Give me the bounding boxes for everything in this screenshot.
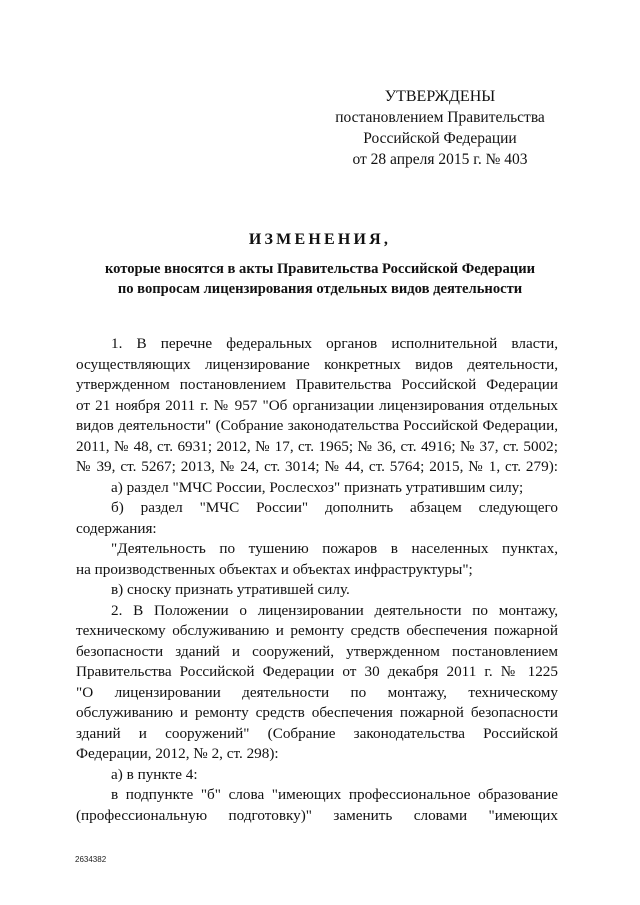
document-subtitle <box>60 259 580 299</box>
body-line: обслуживанию и ремонту средств обеспечения пожарной безопасности <box>76 704 558 721</box>
body-line: безопасности зданий и сооружений, утвержденном постановлением <box>76 642 558 660</box>
subtitle-line: которые вносятся в акты Правительства Российской Федерации <box>104 261 536 277</box>
body-line: Правительства Российской Федерации от 30 декабря 2011 г. № 1225 <box>76 663 558 680</box>
document-body <box>76 334 558 826</box>
body-line: утвержденном постановлением Правительства Российской Федерации <box>76 376 558 393</box>
body-line: № 39, ст. 5267; 2013, № 24, ст. 3014; № 44, ст. 5764; 2015, № 1, ст. 279): <box>76 458 558 475</box>
body-line: а) в пункте 4: <box>111 765 198 783</box>
body-line: 2011, № 48, ст. 6931; 2012, № 17, ст. 1965; № 36, ст. 4916; № 37, ст. 5002; <box>76 437 558 455</box>
approval-line: от 28 апреля 2015 г. № 403 <box>352 151 528 168</box>
body-line: содержания: <box>76 519 157 537</box>
body-line: техническому обслуживанию и ремонту средств обеспечения пожарной <box>76 622 558 639</box>
subtitle-line: по вопросам лицензирования отдельных видов деятельности <box>117 281 523 297</box>
document-number: 2634382 <box>75 855 107 864</box>
document-title: ИЗМЕНЕНИЯ, <box>248 231 392 248</box>
body-line: (профессиональную подготовку)" заменить словами "имеющих <box>76 806 558 824</box>
body-line: а) раздел "МЧС России, Рослесхоз" признать утратившим силу; <box>111 478 524 496</box>
approval-line: Российской Федерации <box>363 130 517 147</box>
body-line: 2. В Положении о лицензировании деятельности по монтажу, <box>111 601 558 619</box>
body-line: Федерации, 2012, № 2, ст. 298): <box>76 745 279 762</box>
body-line: в) сноску признать утратившей силу. <box>111 581 350 598</box>
body-line: от 21 ноября 2011 г. № 957 "Об организации лицензирования отдельных <box>76 396 558 414</box>
body-line: на производственных объектах и объектах инфраструктуры"; <box>76 560 473 578</box>
body-line: в подпункте "б" слова "имеющих профессиональное образование <box>111 786 558 803</box>
body-line: "Деятельность по тушению пожаров в населенных пунктах, <box>111 540 558 557</box>
approval-line: постановлением Правительства <box>335 109 545 126</box>
approval-block <box>330 86 550 170</box>
body-line: осуществляющих лицензирование конкретных видов деятельности, <box>76 355 558 373</box>
body-line: зданий и сооружений" (Собрание законодательства Российской <box>76 724 558 742</box>
body-line: б) раздел "МЧС России" дополнить абзацем следующего <box>111 499 558 516</box>
body-line: "О лицензировании деятельности по монтажу, техническому <box>76 683 558 701</box>
approved-heading: УТВЕРЖДЕНЫ <box>384 88 496 105</box>
body-line: видов деятельности" (Собрание законодательства Российской Федерации, <box>76 417 558 434</box>
body-line: 1. В перечне федеральных органов исполнительной власти, <box>111 335 558 352</box>
